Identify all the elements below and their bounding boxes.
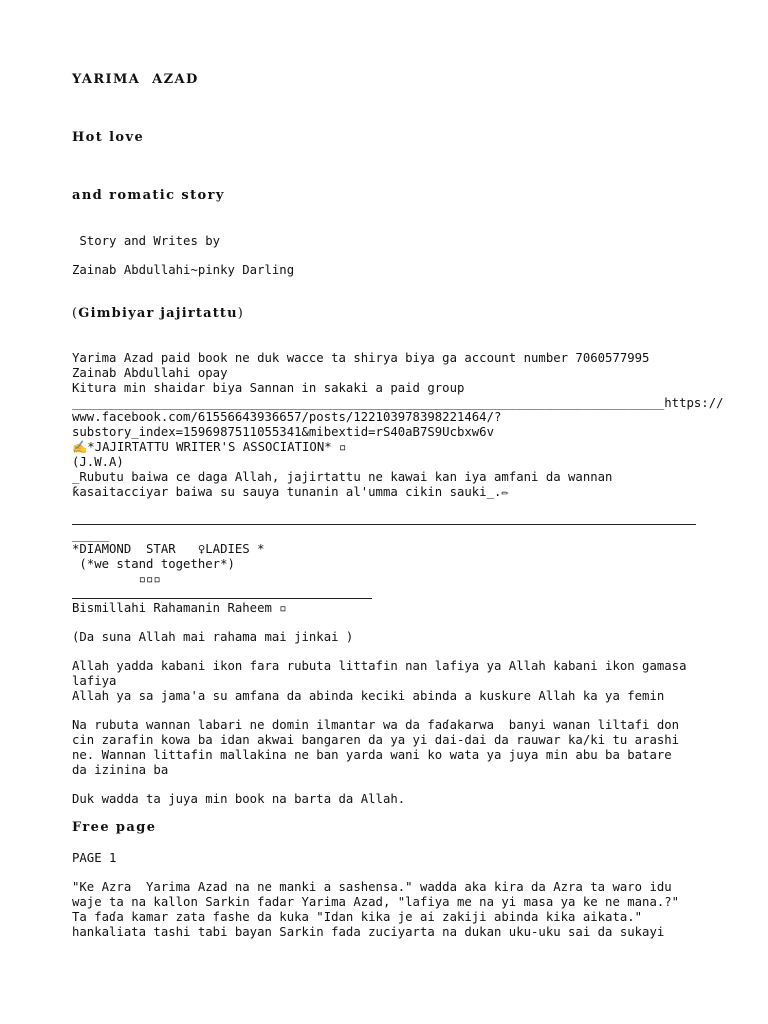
divider-tail: _____ [72, 528, 110, 542]
intro-line: lafiya [72, 674, 117, 688]
intro-line: cin zarafin kowa ba idan akwai bangaren da ya yi dai-dai da rauwar ka/ki tu arashi [72, 733, 680, 747]
intro-line: Allah ya sa jama'a su amfana da abinda keciki abinda a kuskure Allah ka ya femin [72, 689, 665, 703]
diamond-ornament: ▫▫▫ [72, 572, 161, 586]
association-name: ✍️*JAJIRTATTU WRITER'S ASSOCIATION* ▫ [72, 440, 347, 454]
bismillah: Bismillahi Rahamanin Raheem ▫ [72, 601, 287, 615]
group-name-heading [72, 306, 244, 321]
story-line: waje ta na kallon Sarkin fadar Yarima Azad, "lafiya me na yi masa ya ke ne mana.?" [72, 895, 680, 909]
diamond-title: *DIAMOND STAR ♀LADIES * [72, 542, 265, 556]
subtitle-romantic-story: and romatic story [72, 188, 225, 203]
author-name: Zainab Abdullahi~pinky Darling [72, 263, 295, 277]
facebook-link[interactable]: www.facebook.com/61556643936657/posts/122103978398221464/? [72, 410, 502, 424]
warning-line: Duk wadda ta juya min book na barta da Allah. [72, 792, 406, 806]
free-page-heading: Free page [72, 820, 157, 835]
page-label: PAGE 1 [72, 851, 117, 865]
paid-info-line: Yarima Azad paid book ne duk wacce ta shirya biya ga account number 7060577995 [72, 351, 650, 365]
paren-open: ( [72, 306, 79, 321]
story-line: "Ke Azra Yarima Azad na ne manki a sashensa." wadda aka kira da Azra ta waro idu [72, 880, 672, 894]
paid-info-line: Kitura min shaidar biya Sannan in sakaki a paid group [72, 381, 465, 395]
motto-line: ƙasaitacciyar baiwa su sauya tunanin al'umma cikin sauki_.✏ [72, 485, 509, 499]
link-underline-line: ________________________________________________________________________________https:// [72, 396, 724, 410]
story-line: hankaliata tashi tabi bayan Sarkin fada zuciyarta na dukan uku-uku sai da sukayi [72, 925, 665, 939]
association-abbrev: (J.W.A) [72, 455, 124, 469]
intro-line: Na rubuta wannan labari ne domin ilmantar wa da faɗakarwa banyi wanan liltafi don [72, 718, 680, 732]
diamond-motto: (*we stand together*) [72, 557, 235, 571]
motto-line: _Rubutu baiwa ce daga Allah, jajirtattu ne kawai kan iya amfani da wannan [72, 470, 613, 484]
paren-close: ) [237, 306, 245, 321]
intro-line: Allah yadda kabani ikon fara rubuta littafin nan lafiya ya Allah kabani ikon gamasa [72, 659, 687, 673]
divider-short [72, 598, 372, 599]
subtitle-hot-love: Hot love [72, 130, 145, 145]
bismillah-translation: (Da suna Allah mai rahama mai jinkai ) [72, 630, 354, 644]
intro-line: da izinina ba [72, 763, 169, 777]
story-line: Ta faɗa kamar zata fashe da kuka "Idan kika je ai zakiji abinda kika aikata." [72, 910, 643, 924]
story-by-label: Story and Writes by [72, 234, 221, 248]
intro-line: ne. Wannan littafin mallakina ne ban yarda wani ko wata ya juya min abu ba batare [72, 748, 672, 762]
author-title: YARIMA AZAD [72, 72, 199, 87]
facebook-link-query[interactable]: substory_index=1596987511055341&mibextid=rS40aB7S9Ucbxw6v [72, 425, 494, 439]
group-name: Gimbiyar jajirtattu [78, 306, 238, 321]
paid-info-line: Zainab Abdullahi opay [72, 366, 228, 380]
divider-long [72, 524, 696, 525]
